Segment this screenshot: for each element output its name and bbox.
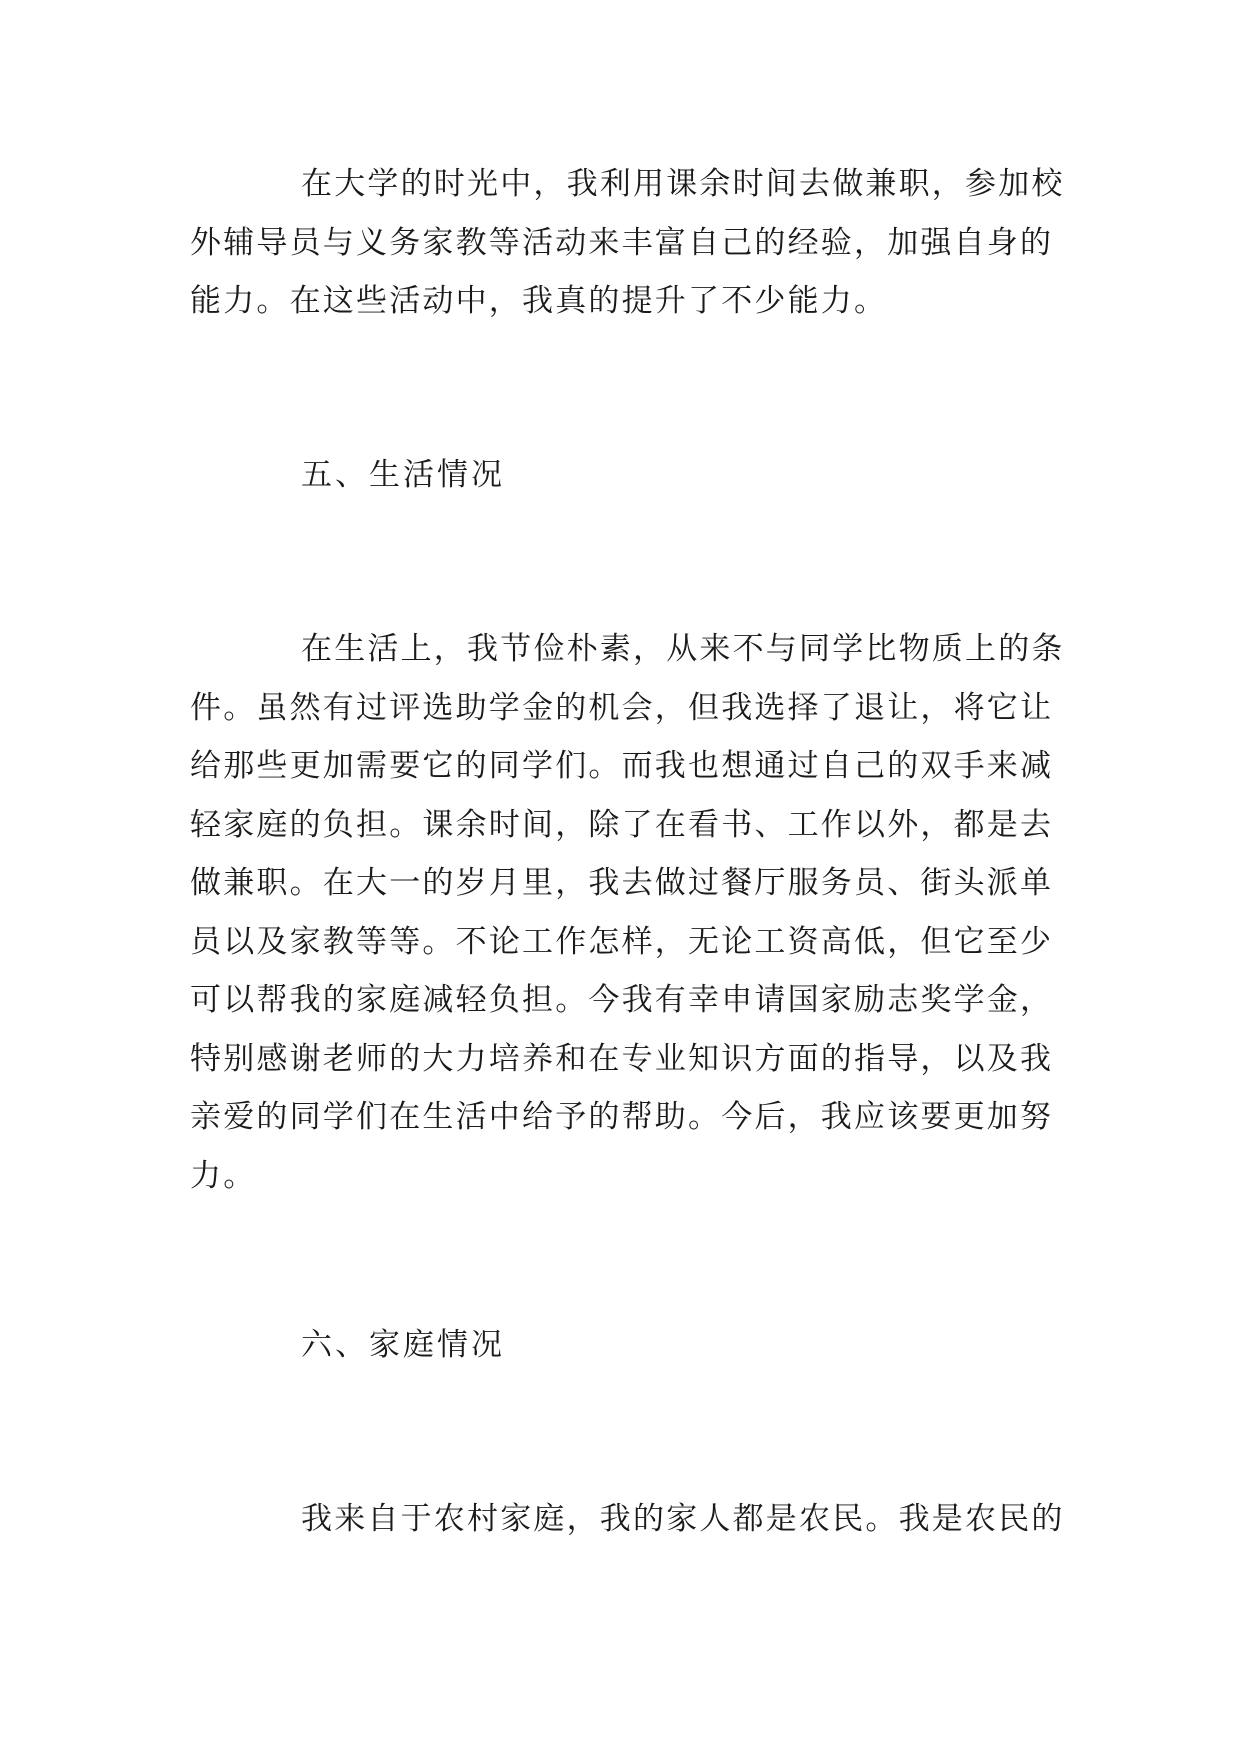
section-heading-family: 六、家庭情况 bbox=[301, 1327, 505, 1363]
paragraph-part-time-work bbox=[190, 155, 1065, 331]
paragraph-line: 员以及家教等等。不论工作怎样，无论工资高低，但它至少 bbox=[190, 923, 1054, 960]
paragraph-line: 外辅导员与义务家教等活动来丰富自己的经验，加强自身的 bbox=[190, 224, 1054, 261]
section-heading-living: 五、生活情况 bbox=[301, 457, 505, 493]
paragraph-line: 件。虽然有过评选助学金的机会，但我选择了退让，将它让 bbox=[190, 689, 1054, 726]
paragraph-line: 亲爱的同学们在生活中给予的帮助。今后，我应该要更加努 bbox=[190, 1099, 1054, 1135]
paragraph-line: 特别感谢老师的大力培养和在专业知识方面的指导，以及我 bbox=[190, 1040, 1054, 1077]
paragraph-line: 轻家庭的负担。课余时间，除了在看书、工作以外，都是去 bbox=[190, 806, 1054, 843]
paragraph-line: 给那些更加需要它的同学们。而我也想通过自己的双手来减 bbox=[190, 748, 1054, 784]
paragraph-line: 做兼职。在大一的岁月里，我去做过餐厅服务员、街头派单 bbox=[190, 865, 1054, 901]
paragraph-line: 可以帮我的家庭减轻负担。今我有幸申请国家励志奖学金， bbox=[190, 982, 1054, 1018]
paragraph-family-situation bbox=[190, 1490, 1065, 1549]
paragraph-line: 力。 bbox=[190, 1157, 257, 1194]
paragraph-line: 能力。在这些活动中，我真的提升了不少能力。 bbox=[190, 283, 888, 319]
paragraph-line: 在生活上，我节俭朴素，从来不与同学比物质上的条 bbox=[301, 631, 1065, 667]
paragraph-line: 在大学的时光中，我利用课余时间去做兼职，参加校 bbox=[301, 166, 1065, 202]
paragraph-living-situation bbox=[190, 620, 1065, 1205]
paragraph-line: 我来自于农村家庭，我的家人都是农民。我是农民的 bbox=[301, 1501, 1065, 1537]
